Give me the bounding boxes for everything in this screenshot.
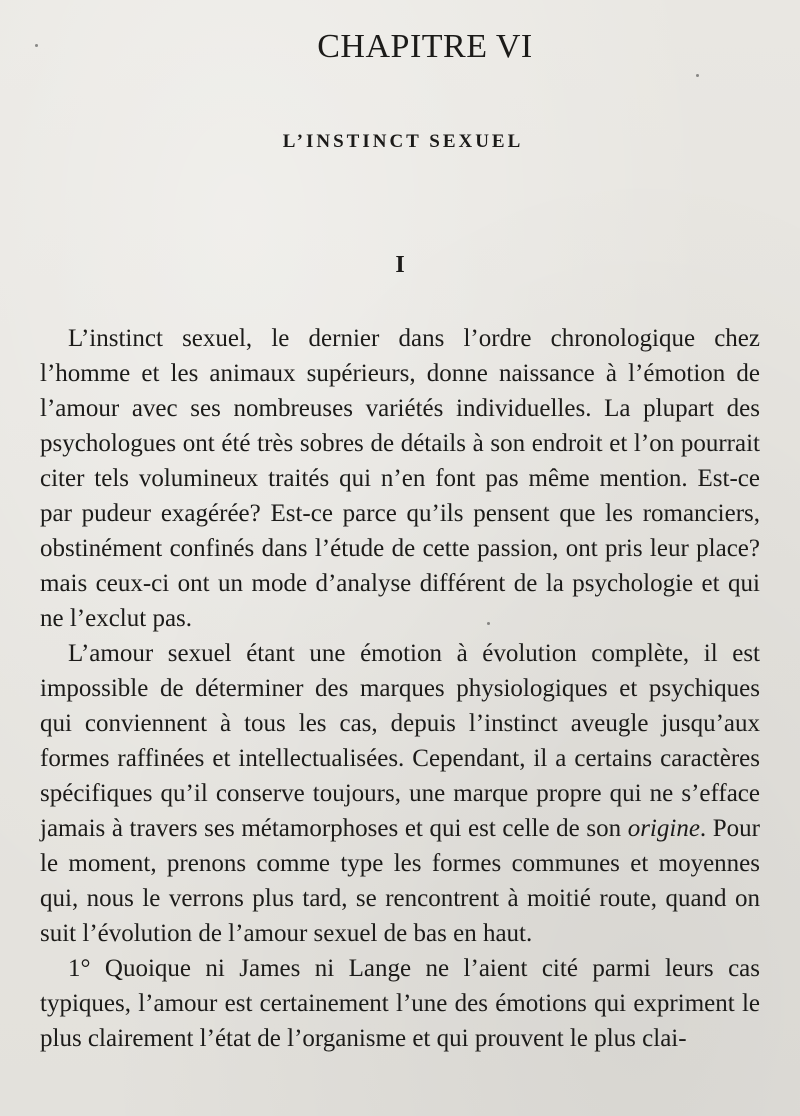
paper-speck (35, 44, 38, 47)
section-number: I (395, 252, 405, 278)
chapter-title: CHAPITRE VI (317, 28, 533, 65)
paragraph-2-start: L’amour sexuel étant une émotion à évolution complète, il est impossible de déterminer des marques physiologiques et psychiques qui conviennent à tous les cas, depuis l’instinct aveugle jusqu’aux formes raffinées et intellectualisées. Cependant, il a certains caractères spécifiques qu’il conserve toujours, une marque propre qui ne s’efface jamais à travers ses métamorphoses et qui est celle de son (40, 640, 760, 842)
paragraph-2-end: . Pour le moment, prenons comme type les formes communes et moyennes qui, nous le verrons plus tard, se rencontrent à moitié route, quand on suit l’évolution de l’amour sexuel de bas en haut. (40, 815, 760, 947)
paper-speck (487, 622, 490, 625)
chapter-subtitle: L’INSTINCT SEXUEL (282, 131, 524, 152)
paragraph-2 (40, 636, 760, 951)
paper-speck (696, 74, 699, 77)
paragraph-3: 1° Quoique ni James ni Lange ne l’aient cité parmi leurs cas typiques, l’amour est certainement l’une des émotions qui expriment le plus clairement l’état de l’organisme et qui prouvent le plus clai- (40, 955, 760, 1052)
paragraph-1: L’instinct sexuel, le dernier dans l’ordre chronologique chez l’homme et les animaux supérieurs, donne naissance à l’émotion de l’amour avec ses nombreuses variétés individuelles. La plupart des psychologues ont été très sobres de détails à son endroit et l’on pourrait citer tels volumineux traités qui n’en font pas même mention. Est-ce par pudeur exagérée? Est-ce parce qu’ils pensent que les romanciers, obstinément confinés dans l’étude de cette passion, ont pris leur place? mais ceux-ci ont un mode d’analyse différent de la psychologie et qui ne l’exclut pas. (40, 325, 760, 632)
body-text (40, 321, 760, 1056)
paragraph-2-italic: origine (627, 815, 700, 842)
